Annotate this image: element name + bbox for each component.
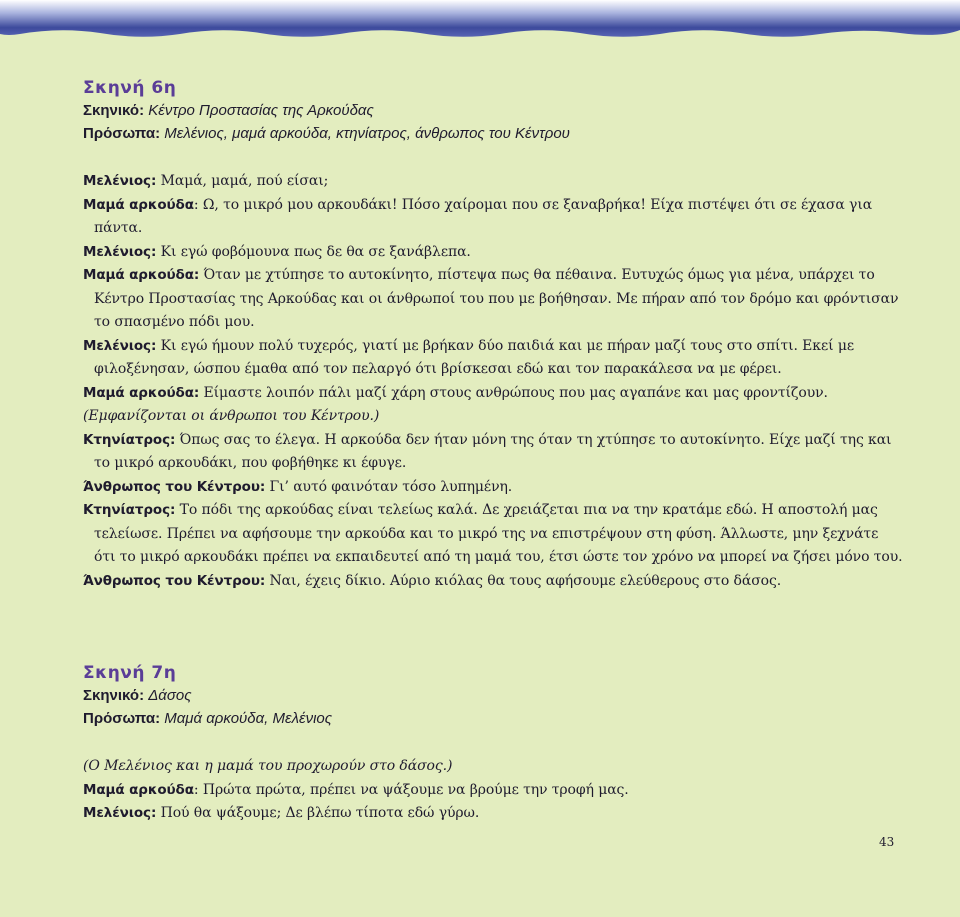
scene-7-heading: Σκηνή 7η <box>83 663 177 683</box>
stage-text: (Εμφανίζονται οι άνθρωποι του Κέντρου.) <box>83 408 380 424</box>
scene-7-dialogue <box>83 755 903 826</box>
dialogue-line <box>83 382 903 406</box>
cast-value: Μελένιος, μαμά αρκούδα, κτηνίατρος, άνθρωπος του Κέντρου <box>164 125 570 142</box>
scene-6-dialogue <box>83 170 903 593</box>
cast-value: Μαμά αρκούδα, Μελένιος <box>164 710 333 727</box>
stage-text: (Ο Μελένιος και η μαμά του προχωρούν στο δάσος.) <box>83 758 453 774</box>
cast-label: Πρόσωπα: <box>83 710 161 727</box>
line-text: Γι’ αυτό φαινόταν τόσο λυπημένη. <box>265 478 513 495</box>
speaker-name: Μαμά αρκούδα: <box>83 267 200 283</box>
line-text: : Πρώτα πρώτα, πρέπει να ψάξουμε να βρούμε την τροφή μας. <box>193 781 629 798</box>
setting-value: Δάσος <box>148 687 192 704</box>
speaker-name: Μαμά αρκούδα <box>83 781 194 798</box>
line-text: Κι εγώ φοβόμουνα πως δε θα σε ξανάβλεπα. <box>156 243 471 260</box>
setting-label: Σκηνικό: <box>83 687 145 704</box>
dialogue-line <box>83 194 903 241</box>
line-text: Μαμά, μαμά, πού είσαι; <box>156 173 329 189</box>
setting-label: Σκηνικό: <box>83 102 145 119</box>
scene-6-cast <box>83 122 903 145</box>
stage-direction <box>83 405 903 429</box>
dialogue-line <box>83 335 903 382</box>
dialogue-line <box>83 476 903 500</box>
line-text: Κι εγώ ήμουν πολύ τυχερός, γιατί με βρήκαν δύο παιδιά και με πήραν μαζί τους στο σπίτι. Εκεί με φιλοξένησαν, ώσπου έμαθα από τον πελαργό ότι βρίσκεσαι εδώ και τον παρακάλεσα να με φέρει. <box>94 337 854 377</box>
dialogue-line <box>83 429 903 476</box>
dialogue-line <box>83 802 903 826</box>
speaker-name: Άνθρωπος του Κέντρου: <box>83 478 266 495</box>
scene-7 <box>83 662 903 826</box>
speaker-name: Κτηνίατρος: <box>83 502 176 518</box>
scene-6-setting <box>83 99 903 122</box>
dialogue-line <box>83 264 903 335</box>
speaker-name: Μαμά αρκούδα: <box>83 384 200 401</box>
cast-label: Πρόσωπα: <box>83 125 161 142</box>
line-text: : Ω, το μικρό μου αρκουδάκι! Πόσο χαίρομαι που σε ξαναβρήκα! Είχα πιστέψει ότι σε έχασα για πάντα. <box>94 196 873 236</box>
dialogue-line <box>83 170 903 194</box>
speaker-name: Μαμά αρκούδα <box>83 196 194 213</box>
stage-direction <box>83 755 903 779</box>
speaker-name: Μελένιος: <box>83 243 157 260</box>
line-text: Όπως σας το έλεγα. Η αρκούδα δεν ήταν μόνη της όταν τη χτύπησε το αυτοκίνητο. Είχε μαζί της και το μικρό αρκουδάκι, που φοβήθηκε κι έφυγε. <box>94 431 892 471</box>
line-text: Όταν με χτύπησε το αυτοκίνητο, πίστεψα πως θα πέθαινα. Ευτυχώς όμως για μένα, υπάρχει το Κέντρο Προστασίας της Αρκούδας και οι άνθρωποί του που με βοήθησαν. Με πήραν από τον δρόμο και φρόντισαν το σπασμένο πόδι μου. <box>94 267 899 330</box>
speaker-name: Άνθρωπος του Κέντρου: <box>83 572 266 589</box>
speaker-name: Κτηνίατρος: <box>83 431 176 448</box>
speaker-name: Μελένιος: <box>83 805 157 821</box>
line-text: Είμαστε λοιπόν πάλι μαζί χάρη στους ανθρώπους που μας αγαπάνε και μας φροντίζουν. <box>199 384 828 401</box>
speaker-name: Μελένιος: <box>83 337 157 354</box>
dialogue-line <box>83 570 903 594</box>
scene-6 <box>83 77 903 593</box>
scene-6-heading: Σκηνή 6η <box>83 78 177 98</box>
setting-value: Κέντρο Προστασίας της Αρκούδας <box>148 102 374 119</box>
speaker-name: Μελένιος: <box>83 173 157 189</box>
scene-7-setting <box>83 684 903 707</box>
page-number: 43 <box>879 835 895 849</box>
dialogue-line <box>83 779 903 803</box>
decorative-top-band <box>0 0 960 48</box>
line-text: Ναι, έχεις δίκιο. Αύριο κιόλας θα τους αφήσουμε ελεύθερους στο δάσος. <box>265 572 782 589</box>
dialogue-line <box>83 499 903 570</box>
scene-7-cast <box>83 707 903 730</box>
line-text: Πού θα ψάξουμε; Δε βλέπω τίποτα εδώ γύρω. <box>156 805 480 821</box>
line-text: Το πόδι της αρκούδας είναι τελείως καλά. Δε χρειάζεται πια να την κρατάμε εδώ. Η αποστολή μας τελείωσε. Πρέπει να αφήσουμε την αρκούδα και το μικρό της να επιστρέψουν στη φύση. Άλλωστε, μην ξεχνάτε ότι το μικρό αρκουδάκι πρέπει να εκπαιδευτεί από τη μαμά του, έτσι ώστε τον χρόνο να μπορεί να ζήσει μόνο του. <box>94 502 903 565</box>
dialogue-line <box>83 241 903 265</box>
